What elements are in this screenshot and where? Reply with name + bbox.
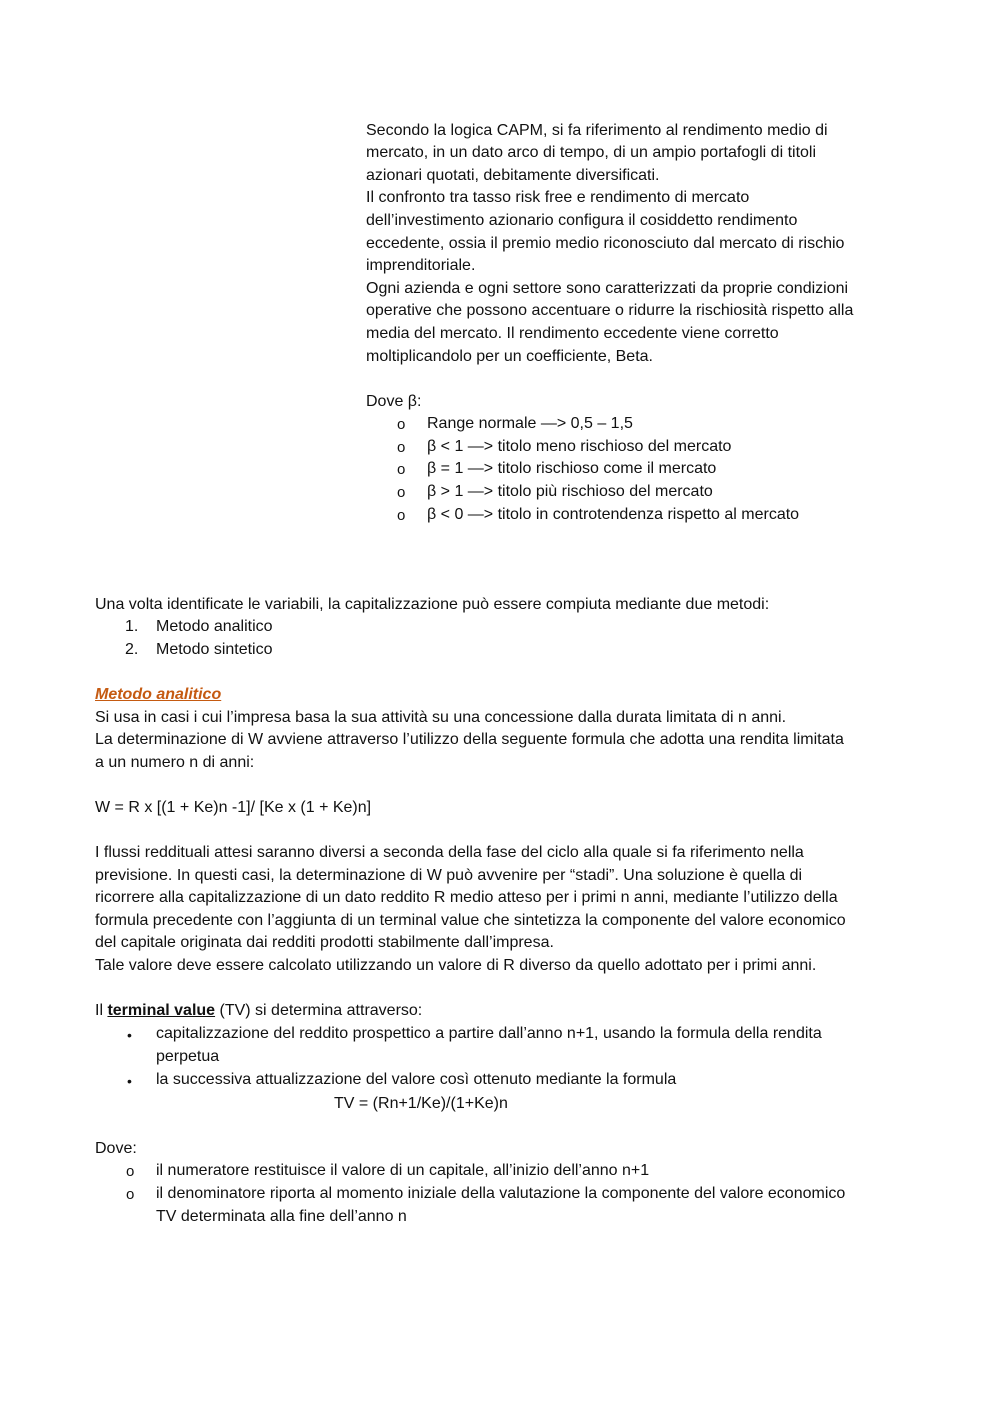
capm-line: mercato, in un dato arco di tempo, di un ampio portafogli di titoli xyxy=(366,144,817,161)
circle-bullet-icon: o xyxy=(397,416,406,433)
w-formula: W = R x [(1 + Ke)n -1]/ [Ke x (1 + Ke)n] xyxy=(95,799,372,816)
capm-line: dell’investimento azionario configura il cosiddetto rendimento xyxy=(366,212,798,229)
circle-bullet-icon: o xyxy=(126,1186,135,1203)
list-number: 1. xyxy=(125,618,139,635)
bullet-dot-icon: • xyxy=(127,1027,132,1043)
beta-item: β > 1 —> titolo più rischioso del mercato xyxy=(427,483,713,500)
beta-item: β = 1 —> titolo rischioso come il mercato xyxy=(427,460,717,477)
capm-line: imprenditoriale. xyxy=(366,257,476,274)
section-heading-metodo-analitico: Metodo analitico xyxy=(95,686,222,703)
beta-item: β < 0 —> titolo in controtendenza rispetto al mercato xyxy=(427,506,800,523)
flows-line: ricorrere alla capitalizzazione di un dato reddito R medio atteso per i primi n anni, mediante l’utilizzo della xyxy=(95,889,838,906)
analytic-line: Si usa in casi i cui l’impresa basa la sua attività su una concessione dalla durata limitata di n anni. xyxy=(95,709,787,726)
method-item: Metodo analitico xyxy=(156,618,273,635)
beta-item: β < 1 —> titolo meno rischioso del mercato xyxy=(427,438,732,455)
bullet-dot-icon: • xyxy=(127,1073,132,1089)
capm-line: eccedente, ossia il premio medio riconosciuto dal mercato di rischio xyxy=(366,235,845,252)
terminal-intro-suffix: (TV) si determina attraverso: xyxy=(215,1002,423,1019)
capm-line: media del mercato. Il rendimento eccedente viene corretto xyxy=(366,325,779,342)
dove-item-line: il denominatore riporta al momento iniziale della valutazione la componente del valore economico xyxy=(156,1185,846,1202)
flows-line: formula precedente con l’aggiunta di un terminal value che sintetizza la componente del valore economico xyxy=(95,912,846,929)
capm-line: moltiplicandolo per un coefficiente, Beta. xyxy=(366,348,653,365)
beta-item: Range normale —> 0,5 – 1,5 xyxy=(427,415,633,432)
dove-label: Dove: xyxy=(95,1140,137,1157)
terminal-intro xyxy=(95,1000,422,1022)
beta-intro: Dove β: xyxy=(366,393,422,410)
circle-bullet-icon: o xyxy=(397,439,406,456)
flows-line: Tale valore deve essere calcolato utilizzando un valore di R diverso da quello adottato per i primi anni. xyxy=(95,957,817,974)
circle-bullet-icon: o xyxy=(126,1163,135,1180)
terminal-bullet-line: capitalizzazione del reddito prospettico a partire dall’anno n+1, usando la formula della rendita xyxy=(156,1025,822,1042)
terminal-bullet-line: la successiva attualizzazione del valore così ottenuto mediante la formula xyxy=(156,1071,677,1088)
terminal-intro-prefix: Il xyxy=(95,1002,108,1019)
analytic-line: La determinazione di W avviene attraverso l’utilizzo della seguente formula che adotta una rendita limitata xyxy=(95,731,844,748)
capm-line: azionari quotati, debitamente diversificati. xyxy=(366,167,660,184)
flows-line: previsione. In questi casi, la determinazione di W può avvenire per “stadi”. Una soluzione è quella di xyxy=(95,867,803,884)
analytic-line: a un numero n di anni: xyxy=(95,754,255,771)
circle-bullet-icon: o xyxy=(397,484,406,501)
list-number: 2. xyxy=(125,641,139,658)
capm-line: Ogni azienda e ogni settore sono caratterizzati da proprie condizioni xyxy=(366,280,849,297)
dove-item-line: il numeratore restituisce il valore di un capitale, all’inizio dell’anno n+1 xyxy=(156,1162,650,1179)
terminal-value-term: terminal value xyxy=(107,1002,216,1019)
circle-bullet-icon: o xyxy=(397,507,406,524)
capm-line: operative che possono accentuare o ridurre la rischiosità rispetto alla xyxy=(366,302,854,319)
capm-line: Il confronto tra tasso risk free e rendimento di mercato xyxy=(366,189,750,206)
dove-item-line: TV determinata alla fine dell’anno n xyxy=(156,1208,407,1225)
tv-formula: TV = (Rn+1/Ke)/(1+Ke)n xyxy=(334,1095,508,1112)
method-item: Metodo sintetico xyxy=(156,641,273,658)
terminal-bullet-line: perpetua xyxy=(156,1048,220,1065)
circle-bullet-icon: o xyxy=(397,461,406,478)
capm-line: Secondo la logica CAPM, si fa riferimento al rendimento medio di xyxy=(366,122,828,139)
methods-intro: Una volta identificate le variabili, la capitalizzazione può essere compiuta mediante due metodi: xyxy=(95,596,770,613)
flows-line: del capitale originata dai redditi prodotti stabilmente dall’impresa. xyxy=(95,934,554,951)
flows-line: I flussi reddituali attesi saranno diversi a seconda della fase del ciclo alla quale si fa riferimento nella xyxy=(95,844,804,861)
